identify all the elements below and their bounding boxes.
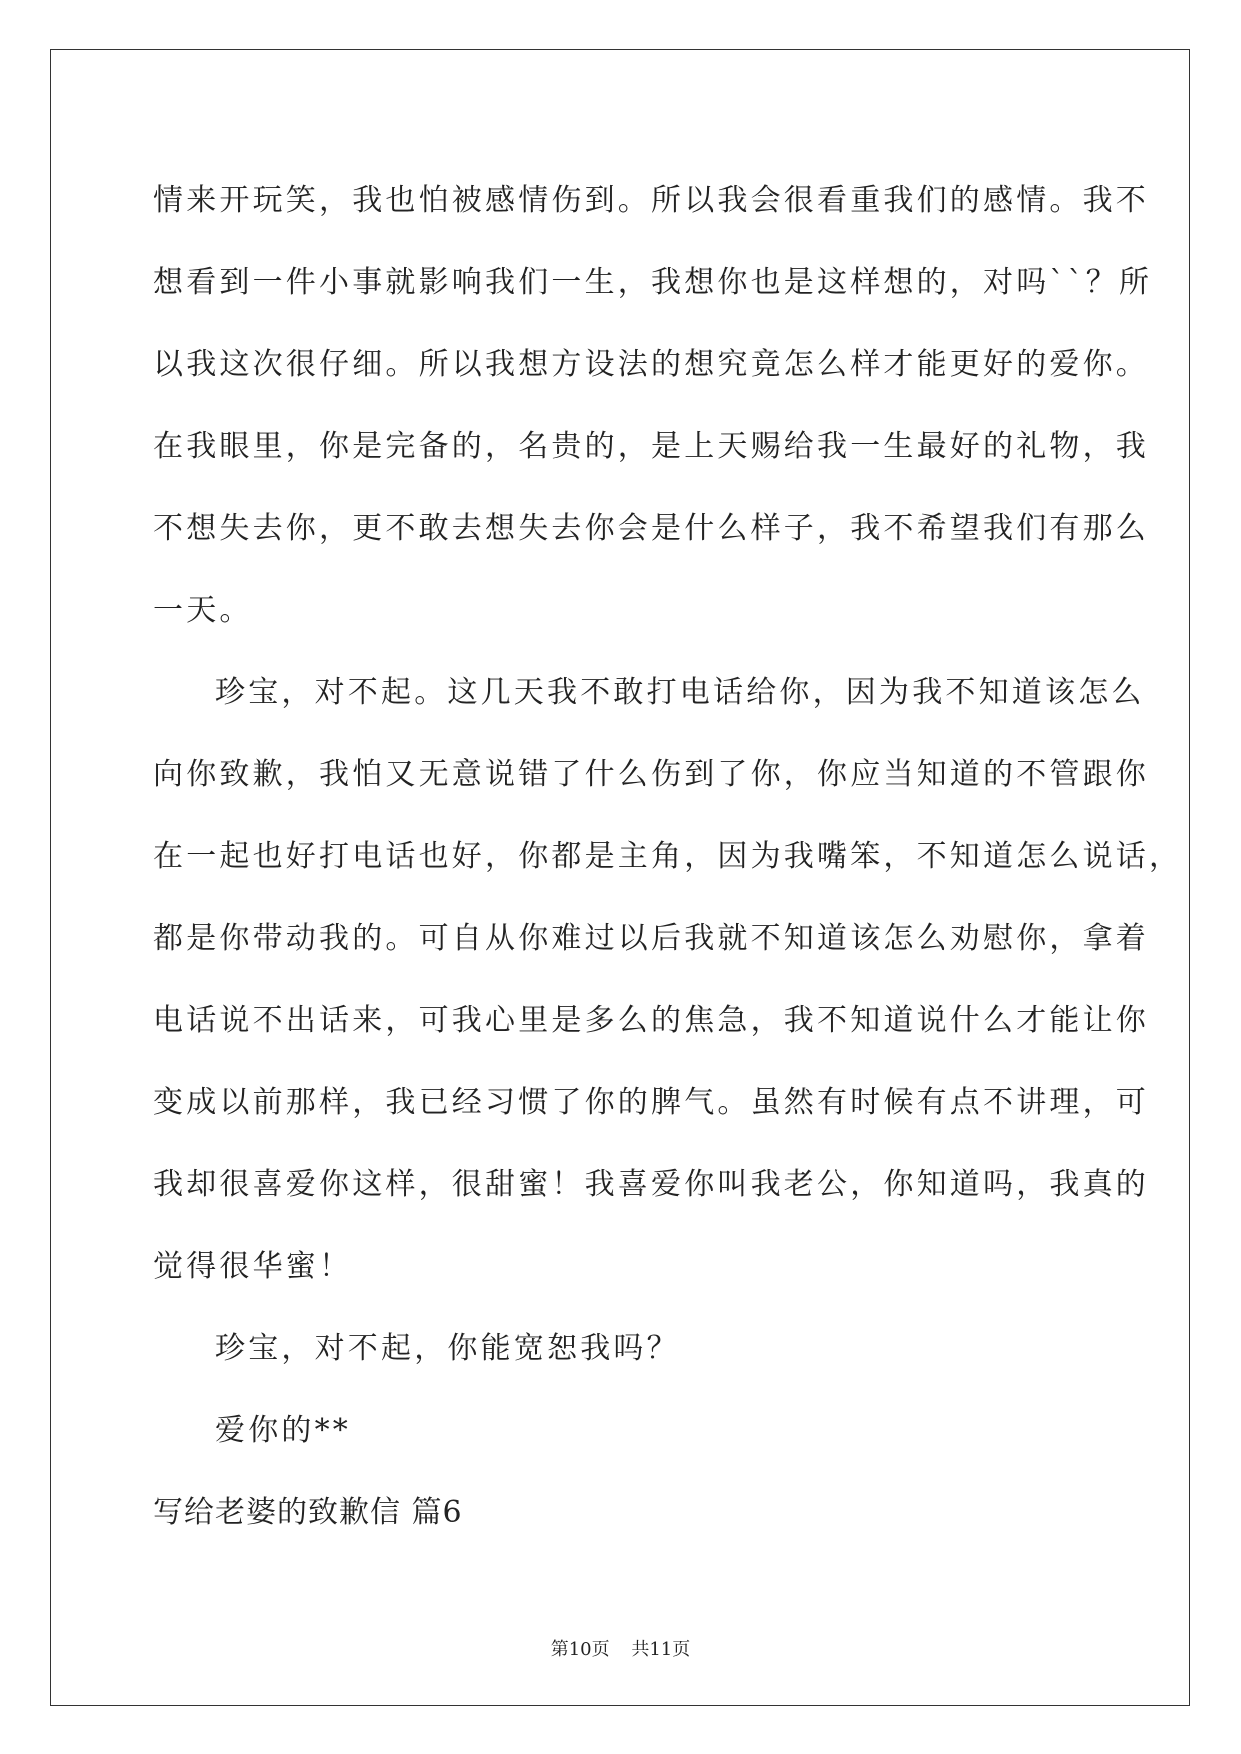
- page-number-current: 第10页: [550, 1639, 610, 1660]
- body-line: 不想失去你，更不敢去想失去你会是什么样子，我不希望我们有那么: [153, 511, 1149, 546]
- body-line: 我却很喜爱你这样，很甜蜜！我喜爱你叫我老公，你知道吗，我真的: [153, 1167, 1149, 1202]
- body-line: 以我这次很仔细。所以我想方设法的想究竟怎么样才能更好的爱你。: [153, 347, 1149, 382]
- body-line: 情来开玩笑，我也怕被感情伤到。所以我会很看重我们的感情。我不: [153, 183, 1149, 218]
- body-line: 一天。: [153, 593, 253, 628]
- body-line: 在我眼里，你是完备的，名贵的，是上天赐给我一生最好的礼物，我: [153, 429, 1149, 464]
- page-number-total: 共11页: [631, 1639, 691, 1660]
- body-line: 向你致歉，我怕又无意说错了什么伤到了你，你应当知道的不管跟你: [153, 757, 1149, 792]
- body-line: 珍宝，对不起，你能宽恕我吗？: [215, 1331, 680, 1366]
- body-line: 觉得很华蜜！: [153, 1249, 353, 1284]
- section-heading: 写给老婆的致歉信 篇6: [153, 1495, 463, 1530]
- body-line: 想看到一件小事就影响我们一生，我想你也是这样想的，对吗``？所: [153, 265, 1153, 300]
- body-line: 都是你带动我的。可自从你难过以后我就不知道该怎么劝慰你，拿着: [153, 921, 1149, 956]
- document-body: [153, 160, 1183, 1554]
- body-line: 珍宝，对不起。这几天我不敢打电话给你，因为我不知道该怎么: [215, 675, 1145, 710]
- body-line: 在一起也好打电话也好，你都是主角，因为我嘴笨，不知道怎么说话，: [153, 839, 1183, 874]
- body-line: 电话说不出话来，可我心里是多么的焦急，我不知道说什么才能让你: [153, 1003, 1149, 1038]
- signature-line: 爱你的**: [215, 1413, 351, 1448]
- page-footer: [0, 1635, 1241, 1661]
- body-line: 变成以前那样，我已经习惯了你的脾气。虽然有时候有点不讲理，可: [153, 1085, 1149, 1120]
